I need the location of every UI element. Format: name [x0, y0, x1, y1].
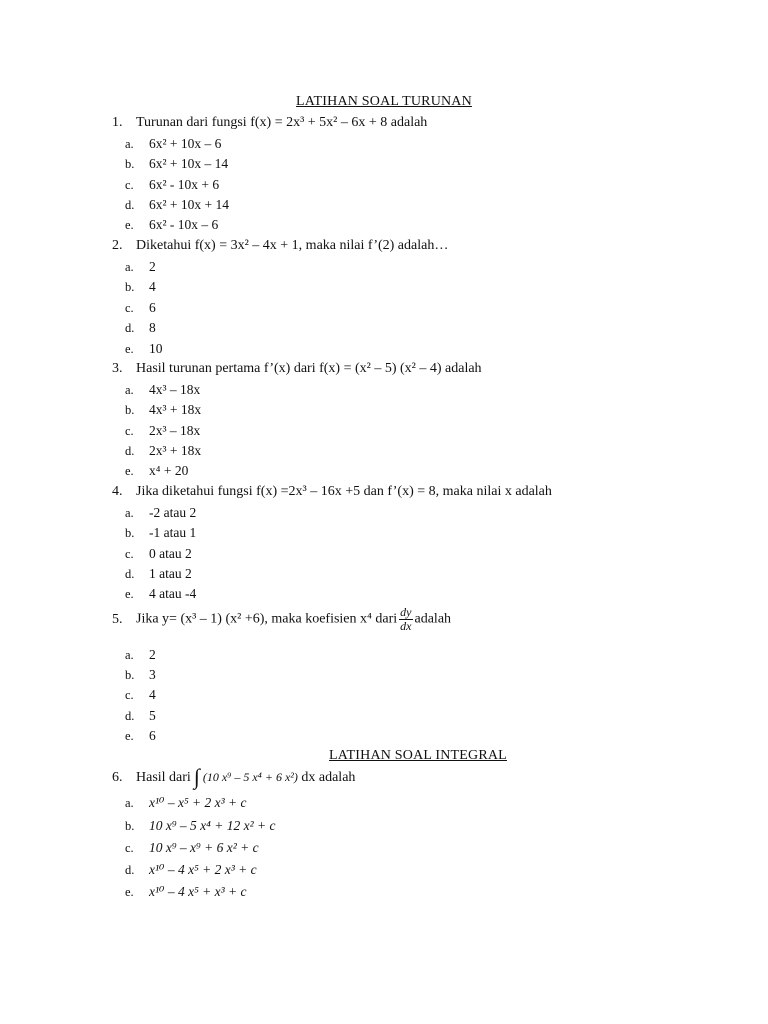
- question-1-number: 1.: [112, 115, 123, 130]
- question-2-text: Diketahui f(x) = 3x² – 4x + 1, maka nilai f’(2) adalah…: [136, 238, 449, 253]
- integrand: (10 x⁹ – 5 x⁴ + 6 x²): [202, 770, 298, 784]
- question-6-text-after: dx adalah: [301, 770, 356, 785]
- derivative-fraction: [399, 606, 412, 633]
- question-2-option-d: d. 8: [125, 320, 156, 335]
- question-1-option-a: a. 6x² + 10x – 6: [125, 136, 222, 151]
- fraction-denominator: dx: [400, 619, 412, 633]
- question-6-number: 6.: [112, 770, 123, 785]
- question-4-text: Jika diketahui fungsi f(x) =2x³ – 16x +5 dan f’(x) = 8, maka nilai x adalah: [136, 484, 552, 499]
- question-5: [112, 606, 451, 633]
- question-3: [112, 361, 482, 377]
- question-4-option-e: e. 4 atau -4: [125, 586, 197, 601]
- question-5-option-c: c. 4: [125, 687, 156, 702]
- question-3-option-a: a. 4x³ – 18x: [125, 382, 201, 397]
- question-2: [112, 238, 448, 254]
- question-4: [112, 484, 552, 500]
- question-2-number: 2.: [112, 238, 123, 253]
- question-6-option-a: a. x¹⁰ – x⁵ + 2 x³ + c: [125, 795, 247, 810]
- question-6-option-d: d. x¹⁰ – 4 x⁵ + 2 x³ + c: [125, 862, 257, 877]
- title-integral: LATIHAN SOAL INTEGRAL: [329, 748, 507, 763]
- question-4-number: 4.: [112, 484, 123, 499]
- fraction-numerator: dy: [400, 605, 412, 619]
- question-1-option-b: b. 6x² + 10x – 14: [125, 156, 229, 171]
- question-2-option-c: c. 6: [125, 300, 156, 315]
- question-5-option-b: b. 3: [125, 667, 156, 682]
- question-5-option-a: a. 2: [125, 647, 156, 662]
- question-6-option-c: c. 10 x⁹ – x⁹ + 6 x² + c: [125, 840, 259, 855]
- question-5-option-e: e. 6: [125, 728, 156, 743]
- question-2-option-e: e. 10: [125, 341, 163, 356]
- question-6-text: Hasil dari: [136, 770, 191, 785]
- question-1-option-c: c. 6x² - 10x + 6: [125, 177, 220, 192]
- question-6-option-e: e. x¹⁰ – 4 x⁵ + x³ + c: [125, 884, 247, 899]
- question-1-text: Turunan dari fungsi f(x) = 2x³ + 5x² – 6x + 8 adalah: [136, 115, 428, 130]
- question-3-option-b: b. 4x³ + 18x: [125, 402, 202, 417]
- question-4-option-c: c. 0 atau 2: [125, 546, 192, 561]
- question-4-option-b: b. -1 atau 1: [125, 525, 197, 540]
- question-3-option-d: d. 2x³ + 18x: [125, 443, 202, 458]
- question-1: [112, 115, 427, 131]
- question-5-text-after: adalah: [414, 611, 452, 627]
- question-4-option-a: a. -2 atau 2: [125, 505, 197, 520]
- question-1-option-e: e. 6x² - 10x – 6: [125, 217, 219, 232]
- question-3-option-e: e. x⁴ + 20: [125, 463, 189, 478]
- question-3-option-c: c. 2x³ – 18x: [125, 423, 201, 438]
- question-3-number: 3.: [112, 361, 123, 376]
- question-4-option-d: d. 1 atau 2: [125, 566, 192, 581]
- question-5-number: 5.: [112, 611, 123, 627]
- question-5-option-d: d. 5: [125, 708, 156, 723]
- question-2-option-a: a. 2: [125, 259, 156, 274]
- question-1-option-d: d. 6x² + 10x + 14: [125, 197, 230, 212]
- question-6: 6. Hasil dari ∫ (10 x⁹ – 5 x⁴ + 6 x²) dx adalah: [112, 764, 356, 789]
- question-5-text: Jika y= (x³ – 1) (x² +6), maka koefisien x⁴ dari: [136, 611, 398, 627]
- question-2-option-b: b. 4: [125, 279, 156, 294]
- question-3-text: Hasil turunan pertama f’(x) dari f(x) = (x² – 5) (x² – 4) adalah: [136, 361, 482, 376]
- question-6-option-b: b. 10 x⁹ – 5 x⁴ + 12 x² + c: [125, 818, 276, 833]
- title-turunan: LATIHAN SOAL TURUNAN: [296, 94, 472, 109]
